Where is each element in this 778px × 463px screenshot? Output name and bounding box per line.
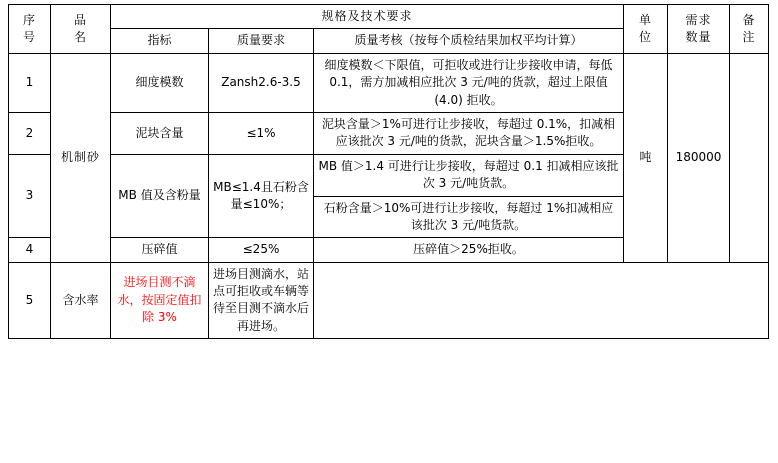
quantity-value: 180000 <box>668 53 730 262</box>
row-quality-requirement: MB≤1.4且石粉含量≤10%； <box>209 154 314 238</box>
header-remark: 备 注 <box>730 5 769 54</box>
row-quality-check-2: 石粉含量＞10%可进行让步接收，每超过 1%扣减相应该批次 3 元/吨货款。 <box>314 196 624 238</box>
table-row <box>9 53 769 112</box>
row-index: 4 <box>9 238 51 262</box>
row-indicator: 泥块含量 <box>111 112 209 154</box>
row-quality-requirement: 进场目测不滴水，按固定值扣除 3% <box>111 262 209 339</box>
row-index: 2 <box>9 112 51 154</box>
header-quality-requirement: 质量要求 <box>209 29 314 53</box>
row-quality-requirement: ≤25% <box>209 238 314 262</box>
table-row <box>9 262 769 339</box>
row-indicator: 压碎值 <box>111 238 209 262</box>
header-spec-group: 规格及技术要求 <box>111 5 624 29</box>
row-index: 3 <box>9 154 51 238</box>
row-quality-requirement: ≤1% <box>209 112 314 154</box>
specification-table <box>8 4 769 339</box>
remark-value <box>730 53 769 262</box>
row-index: 1 <box>9 53 51 112</box>
row-quality-check: 进场目测滴水，站点可拒收或车辆等待至目测不滴水后再进场。 <box>209 262 314 339</box>
row-indicator: 细度模数 <box>111 53 209 112</box>
header-quality-check: 质量考核（按每个质检结果加权平均计算） <box>314 29 624 53</box>
row-quality-check: 泥块含量＞1%可进行让步接收，每超过 0.1%，扣减相应该批次 3 元/吨的货款，泥块含量＞1.5%拒收。 <box>314 112 624 154</box>
row-indicator: MB 值及含粉量 <box>111 154 209 238</box>
header-index: 序 号 <box>9 5 51 54</box>
row-quality-check: 细度模数＜下限值，可拒收或进行让步接收申请，每低 0.1，需方加减相应批次 3 元/吨的货款，超过上限值(4.0) 拒收。 <box>314 53 624 112</box>
header-product: 品 名 <box>51 5 111 54</box>
unit-value: 吨 <box>624 53 668 262</box>
product-name: 机制砂 <box>51 53 111 262</box>
header-unit: 单 位 <box>624 5 668 54</box>
row-indicator: 含水率 <box>51 262 111 339</box>
row-quality-check-1: MB 值＞1.4 可进行让步接收，每超过 0.1 扣减相应该批次 3 元/吨货款。 <box>314 154 624 196</box>
header-indicator: 指标 <box>111 29 209 53</box>
row-quality-requirement: Zansh2.6-3.5 <box>209 53 314 112</box>
table-header-row-1 <box>9 5 769 29</box>
header-quantity: 需求 数量 <box>668 5 730 54</box>
row-index: 5 <box>9 262 51 339</box>
row-quality-check: 压碎值＞25%拒收。 <box>314 238 624 262</box>
